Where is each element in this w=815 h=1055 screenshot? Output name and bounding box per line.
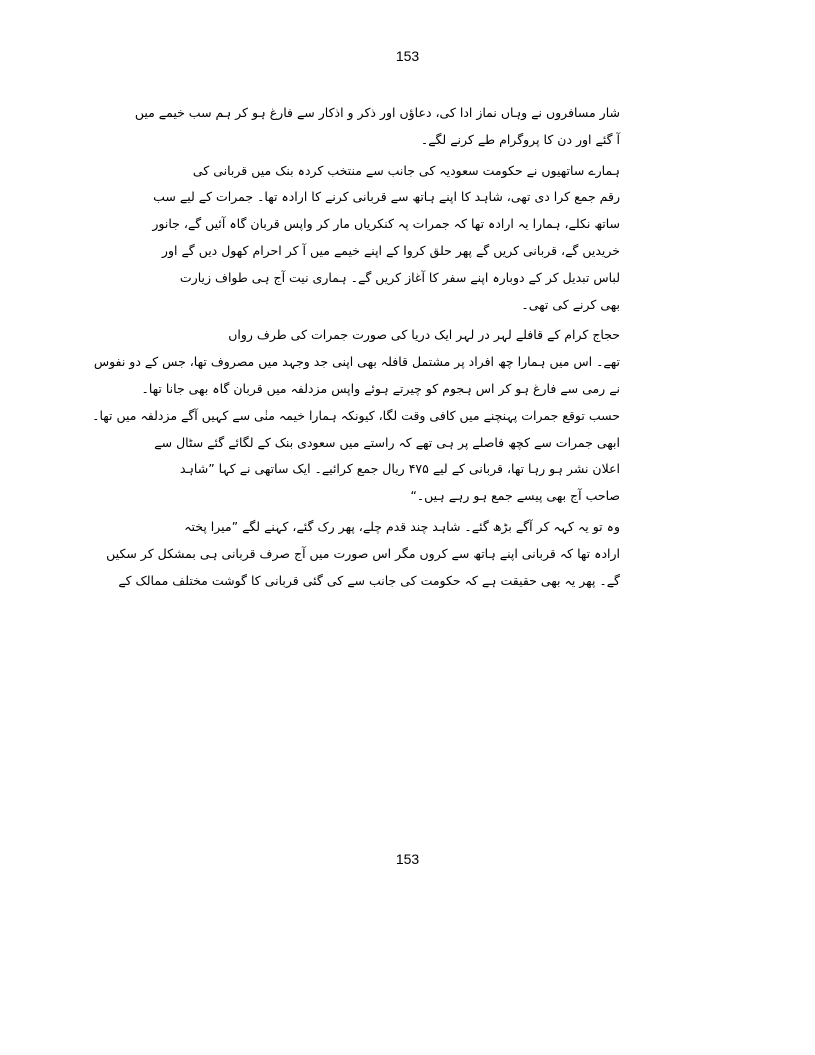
page-number-bottom: 153 xyxy=(395,851,420,867)
text-line: صاحب آج بھی پیسے جمع ہو رہے ہیں۔“ xyxy=(410,488,620,504)
text-line: گے۔ پھر یہ بھی حقیقت ہے کہ حکومت کی جانب سے کی گئی قربانی کا گوشت مختلف ممالک کے xyxy=(118,572,620,588)
text-line: وہ تو یہ کہہ کر آگے بڑھ گئے۔ شاہد چند قدم چلے، پھر رک گئے، کہنے لگے ”میرا پختہ xyxy=(184,518,620,534)
text-line: نے رمی سے فارغ ہو کر اس ہجوم کو چیرتے ہوئے واپس مزدلفہ میں قربان گاہ بھی جانا تھا۔ xyxy=(141,380,620,396)
urdu-text-body xyxy=(92,100,620,594)
paragraph-1 xyxy=(134,100,620,154)
text-line: ساتھ نکلے، ہمارا یہ ارادہ تھا کہ جمرات پہ کنکریاں مار کر واپس قربان گاہ آئیں گے، جانور xyxy=(152,216,620,232)
paragraph-4 xyxy=(106,514,620,594)
text-line: حجاج کرام کے قافلے لہر در لہر ایک دریا کی صورت جمرات کی طرف رواں xyxy=(228,327,620,343)
paragraph-3 xyxy=(92,322,620,510)
text-line: آ گئے اور دن کا پروگرام طے کرنے لگے۔ xyxy=(420,131,620,147)
text-line: لباس تبدیل کر کے دوبارہ اپنے سفر کا آغاز کریں گے۔ ہماری نیت آج ہی طواف زیارت xyxy=(179,269,620,285)
text-line: ارادہ تھا کہ قربانی اپنے ہاتھ سے کروں مگر اس صورت میں آج صرف قربانی ہی بمشکل کر سکیں xyxy=(106,545,620,561)
page-number-top: 153 xyxy=(395,48,420,64)
text-line: اعلان نشر ہو رہا تھا، قربانی کے لیے ۴۷۵ ریال جمع کرائیے۔ ایک ساتھی نے کہا ”شاہد xyxy=(180,461,620,477)
text-line: تھے۔ اس میں ہمارا چھ افراد پر مشتمل قافلہ بھی اپنی جد وجہد میں مصروف تھا، جس کے دو نفوس xyxy=(93,354,620,370)
text-line: حسب توقع جمرات پہنچنے میں کافی وقت لگا، کیونکہ ہمارا خیمہ منٰی سے کہیں آگے مزدلفہ میں تھا۔ xyxy=(92,407,620,423)
text-line: بھی کرنے کی تھی۔ xyxy=(521,296,620,312)
text-line: رقم جمع کرا دی تھی، شاہد کا اپنے ہاتھ سے قربانی کرنے کا ارادہ تھا۔ جمرات کے لیے سب xyxy=(153,189,620,205)
paragraph-2 xyxy=(152,158,620,319)
text-line: شار مسافروں نے وہاں نماز ادا کی، دعاؤں اور ذکر و اذکار سے فارغ ہو کر ہم سب خیمے میں xyxy=(134,105,620,120)
text-line: ابھی جمرات سے کچھ فاصلے پر ہی تھے کہ راستے میں سعودی بنک کے لگائے گئے سٹال سے xyxy=(154,434,620,450)
text-line: ہمارے ساتھیوں نے حکومت سعودیہ کی جانب سے منتخب کردہ بنک میں قربانی کی xyxy=(192,162,620,178)
text-line: خریدیں گے، قربانی کریں گے پھر حلق کروا کے اپنے خیمے میں آ کر احرام کھول دیں گے اور xyxy=(161,242,620,258)
